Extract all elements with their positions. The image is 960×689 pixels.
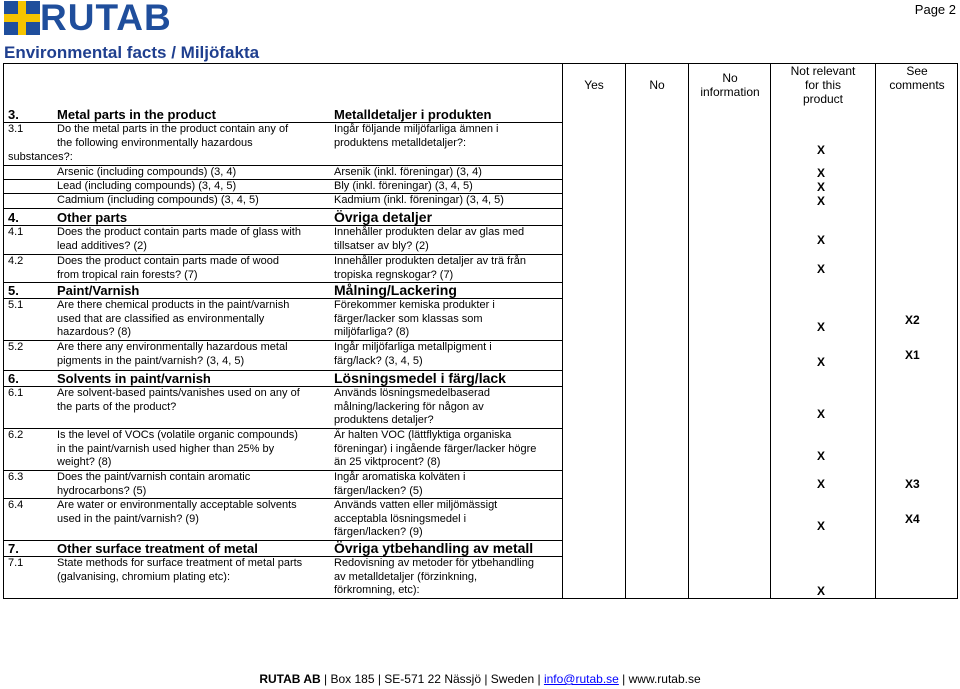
question-sv: Används vatten eller miljömässigt acceptabla lösningsmedel i färgen/lacken? (9) [334, 499, 498, 538]
question-sv: Innehåller produkten detaljer av trä från tropiska regnskogar? (7) [334, 255, 527, 281]
substance-sv: Bly (inkl. föreningar) (3, 4, 5) [334, 180, 473, 192]
question-en: Are solvent-based paints/vanishes used on any of the parts of the product? [57, 387, 300, 413]
question-en: Does the product contain parts made of wood from tropical rain forests? (7) [57, 255, 279, 281]
row-number: 4.1 [8, 226, 24, 238]
col-divider [688, 63, 689, 599]
answer-mark: X [817, 166, 826, 180]
question-en: substances?: [8, 151, 73, 163]
question-sv: Används lösningsmedelbaserad målning/lackering för någon av produktens detaljer? [334, 387, 490, 426]
question-sv: Ingår miljöfarliga metallpigment i färg/lack? (3, 4, 5) [334, 341, 492, 367]
question-en: Do the metal parts in the product contain any of the following environmentally hazardous [57, 123, 289, 149]
col-header-no: No [649, 78, 665, 92]
question-en: Does the product contain parts made of glass with lead additives? (2) [57, 226, 301, 252]
answer-mark: X [817, 320, 826, 334]
comment-ref: X4 [905, 512, 920, 526]
question-en: Is the level of VOCs (volatile organic compounds) in the paint/varnish used higher than 25% by weight? (8) [57, 429, 298, 468]
row-number: 7.1 [8, 557, 24, 569]
answer-mark: X [817, 194, 826, 208]
answer-mark: X [817, 180, 826, 194]
substance-en: Cadmium (including compounds) (3, 4, 5) [57, 194, 259, 206]
col-header-see-comments: See comments [889, 64, 945, 92]
substance-en: Arsenic (including compounds) (3, 4) [57, 166, 237, 178]
section-number: 7. [8, 541, 19, 556]
footer-email-link[interactable]: info@rutab.se [543, 672, 619, 686]
page-footer [0, 672, 960, 686]
rutab-logo [4, 1, 40, 35]
section-title-en: Solvents in paint/varnish [57, 371, 211, 386]
document-title: Environmental facts / Miljöfakta [4, 43, 260, 62]
question-en: Does the paint/varnish contain aromatic hydrocarbons? (5) [57, 471, 251, 497]
section-title-en: Metal parts in the product [57, 107, 216, 122]
col-divider [770, 63, 771, 599]
section-number: 5. [8, 283, 19, 298]
question-sv: Ingår aromatiska kolväten i färgen/lacken? (5) [334, 471, 466, 497]
section-number: 6. [8, 371, 19, 386]
question-sv: Är halten VOC (lättflyktiga organiska föreningar) i ingående färger/lacker högre än 25 viktprocent? (8) [334, 429, 537, 468]
question-en: Are there any environmentally hazardous metal pigments in the paint/varnish? (3, 4, 5) [57, 341, 288, 367]
question-sv: Innehåller produkten delar av glas med tillsatser av bly? (2) [334, 226, 525, 252]
comment-ref: X2 [905, 313, 920, 327]
section-title-sv: Lösningsmedel i färg/lack [334, 370, 506, 386]
section-title-en: Other parts [57, 210, 128, 225]
answer-mark: X [817, 477, 826, 491]
answer-mark: X [817, 449, 826, 463]
row-number: 6.3 [8, 471, 24, 483]
answer-mark: X [817, 355, 826, 369]
footer-company: RUTAB AB [259, 672, 321, 686]
answer-mark: X [817, 143, 826, 157]
question-sv: Förekommer kemiska produkter i färger/lacker som klassas som miljöfarliga? (8) [334, 299, 495, 338]
row-number: 6.1 [8, 387, 24, 399]
footer-web: | www.rutab.se [618, 672, 701, 686]
row-number: 5.1 [8, 299, 24, 311]
logo-wordmark: RUTAB [40, 0, 172, 38]
section-title-sv: Övriga ytbehandling av metall [334, 540, 534, 556]
row-number: 6.2 [8, 429, 24, 441]
section-title-en: Other surface treatment of metal [57, 541, 258, 556]
col-header-yes: Yes [584, 78, 604, 92]
col-divider [562, 63, 563, 599]
row-divider [3, 208, 562, 209]
substance-sv: Kadmium (inkl. föreningar) (3, 4, 5) [334, 194, 504, 206]
page-number: Page 2 [914, 2, 956, 17]
question-en: Are there chemical products in the paint/varnish used that are classified as environmentally hazardous? (8) [57, 299, 290, 338]
section-title-sv: Målning/Lackering [334, 282, 457, 298]
answer-mark: X [817, 262, 826, 276]
section-title-en: Paint/Varnish [57, 283, 140, 298]
row-number: 3.1 [8, 123, 24, 135]
section-title-sv: Metalldetaljer i produkten [334, 107, 492, 122]
question-en: Are water or environmentally acceptable solvents used in the paint/varnish? (9) [57, 499, 297, 525]
row-number: 5.2 [8, 341, 24, 353]
question-sv: Ingår följande miljöfarliga ämnen i produktens metalldetaljer?: [334, 123, 499, 149]
substance-sv: Arsenik (inkl. föreningar) (3, 4) [334, 166, 482, 178]
section-title-sv: Övriga detaljer [334, 209, 433, 225]
col-header-not-relevant: Not relevant for this product [790, 64, 856, 106]
row-number: 6.4 [8, 499, 24, 511]
answer-mark: X [817, 584, 826, 598]
col-header-no-information: No information [700, 71, 760, 99]
question-en: State methods for surface treatment of metal parts (galvanising, chromium plating etc): [57, 557, 303, 583]
answer-mark: X [817, 519, 826, 533]
substance-en: Lead (including compounds) (3, 4, 5) [57, 180, 237, 192]
col-divider [875, 63, 876, 599]
section-number: 3. [8, 107, 19, 122]
comment-ref: X1 [905, 348, 920, 362]
answer-mark: X [817, 233, 826, 247]
section-number: 4. [8, 210, 19, 225]
col-divider [625, 63, 626, 599]
row-number: 4.2 [8, 255, 24, 267]
answer-mark: X [817, 407, 826, 421]
question-sv: Redovisning av metoder för ytbehandling av metalldetaljer (förzinkning, förkromning, etc): [334, 557, 534, 596]
comment-ref: X3 [905, 477, 920, 491]
footer-address: | Box 185 | SE-571 22 Nässjö | Sweden | [320, 672, 544, 686]
